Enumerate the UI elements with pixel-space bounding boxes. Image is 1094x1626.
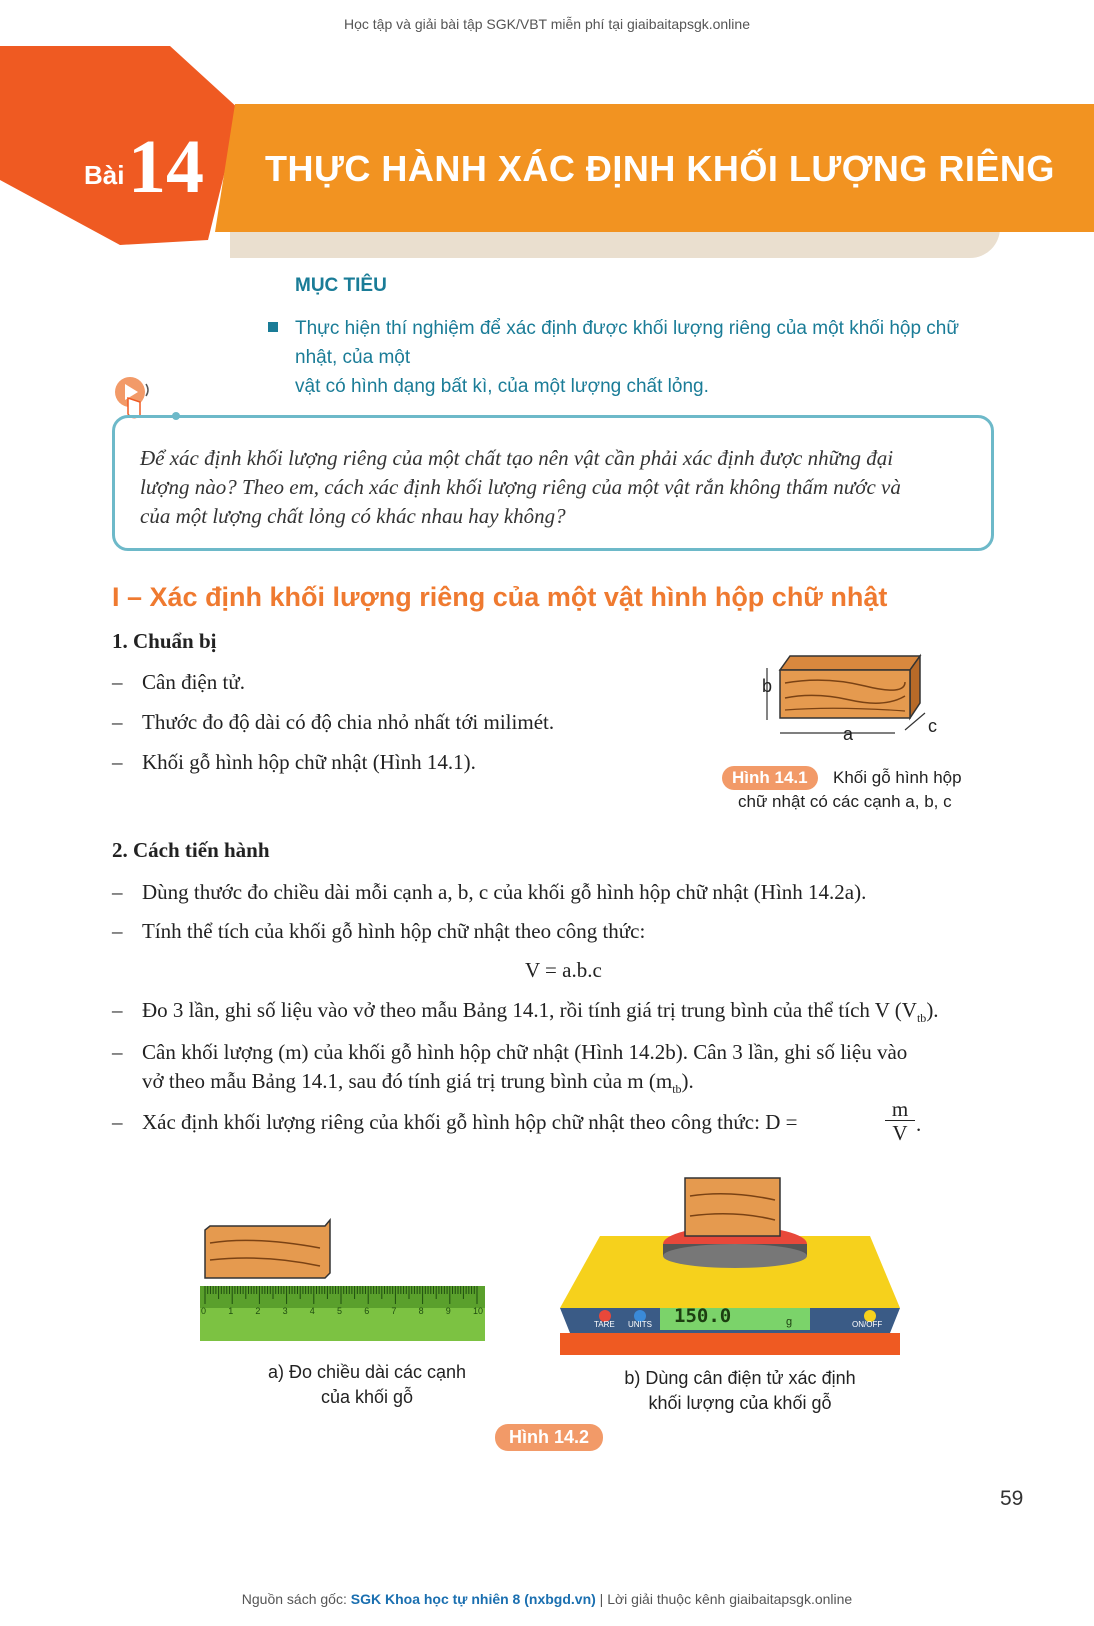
question-line: Để xác định khối lượng riêng của một chất tạo nên vật cần phải xác định được những đại [140, 446, 894, 470]
banner-slant [215, 104, 255, 232]
figure-14-1-badge: Hình 14.1 [722, 766, 818, 790]
ruler-tick-label: 6 [364, 1306, 370, 1316]
ruler-tick-label: 10 [473, 1306, 484, 1316]
ruler-tick-label: 3 [282, 1306, 288, 1316]
question-text [140, 444, 970, 531]
ruler-tick-label: 9 [445, 1306, 451, 1316]
density-fraction: $\frac{m}{V}$ [885, 1098, 915, 1145]
prep-item: – Thước đo độ dài có độ chia nhỏ nhất tới milimét. [112, 710, 555, 734]
prep-item: – Khối gỗ hình hộp chữ nhật (Hình 14.1). [112, 750, 476, 774]
volume-formula: V = a.b.c [525, 958, 602, 982]
figure-14-1-caption: Khối gỗ hình hộp [833, 768, 962, 787]
prep-title: 1. Chuẩn bị [112, 629, 217, 653]
electronic-scale-figure [560, 1168, 910, 1358]
question-line: lượng nào? Theo em, cách xác định khối lượng riêng của một vật rắn không thấm nước và [140, 475, 901, 499]
prep-item: – Cân điện tử. [112, 670, 245, 694]
ruler-tick-label: 7 [391, 1306, 397, 1316]
lesson-number: 14 [128, 125, 204, 209]
top-note: Học tập và giải bài tập SGK/VBT miễn phí tại giaibaitapsgk.online [344, 16, 750, 32]
footer: Nguồn sách gốc: SGK Khoa học tự nhiên 8 (nxbgd.vn) | Lời giải thuộc kênh giaibaitapsgk.online [241, 1591, 853, 1607]
ruler-figure [195, 1218, 495, 1343]
objectives-text [295, 314, 995, 401]
figure-14-2-badge: Hình 14.2 [495, 1424, 603, 1451]
figure-14-1-caption: chữ nhật có các cạnh a, b, c [738, 792, 952, 811]
scale-tare-label: TARE [594, 1320, 615, 1329]
scale-onoff-label: ON/OFF [852, 1320, 883, 1329]
ruler-tick-label: 1 [228, 1306, 234, 1316]
procedure-item: – Dùng thước đo chiều dài mỗi cạnh a, b, c của khối gỗ hình hộp chữ nhật (Hình 14.2a). [112, 880, 867, 904]
bullet-square-icon [268, 322, 278, 332]
ruler-tick-label: 8 [418, 1306, 424, 1316]
scale-units-label: UNITS [628, 1320, 652, 1329]
edge-label-b: b [762, 676, 773, 696]
procedure-item: – Cân khối lượng (m) của khối gỗ hình hộp chữ nhật (Hình 14.2b). Cân 3 lần, ghi số liệu vào vở theo mẫu Bảng 14.1, sau đó tính giá trị trung bình của m $(m_{tb})$. [112, 1040, 908, 1097]
banner-shadow [230, 228, 1000, 258]
footer-source-link[interactable]: SGK Khoa học tự nhiên 8 (nxbgd.vn) [350, 1591, 596, 1607]
lesson-title: THỰC HÀNH XÁC ĐỊNH KHỐI LƯỢNG RIÊNG [265, 148, 1055, 189]
wood-block-figure [755, 648, 955, 748]
scale-display: 150.0 [674, 1305, 732, 1327]
procedure-item: – Tính thể tích của khối gỗ hình hộp chữ nhật theo công thức: [112, 919, 646, 943]
edge-label-a: a [843, 724, 854, 744]
ruler-tick-label: 2 [255, 1306, 261, 1316]
objective-line: Thực hiện thí nghiệm để xác định được khối lượng riêng của một khối hộp chữ nhật, của một [295, 318, 960, 368]
page-number: 59 [1000, 1487, 1024, 1510]
procedure-title: 2. Cách tiến hành [112, 838, 270, 862]
ruler-tick-labels [195, 1306, 495, 1324]
ruler-tick-label: 5 [337, 1306, 343, 1316]
figure-14-2a-caption: a) Đo chiều dài các cạnh của khối gỗ [267, 1362, 467, 1407]
question-line: của một lượng chất lỏng có khác nhau hay không? [140, 504, 566, 528]
procedure-item: – Xác định khối lượng riêng của khối gỗ hình hộp chữ nhật theo công thức: D = [112, 1110, 798, 1134]
figure-14-2b-caption: b) Dùng cân điện tử xác định khối lượng của khối gỗ [624, 1368, 856, 1413]
edge-label-c: c [928, 716, 937, 736]
fraction-period: . [916, 1112, 922, 1136]
lesson-label: Bài [84, 160, 125, 190]
objectives-heading: MỤC TIÊU [295, 275, 387, 296]
procedure-item: – Đo 3 lần, ghi số liệu vào vở theo mẫu Bảng 14.1, rồi tính giá trị trung bình của thể tích V $(V_{tb})$. [112, 998, 939, 1026]
scale-unit: g [786, 1316, 793, 1328]
ruler-tick-label: 4 [309, 1306, 315, 1316]
ruler-tick-label: 0 [201, 1306, 207, 1316]
objective-line: vật có hình dạng bất kì, của một lượng chất lỏng. [295, 376, 709, 397]
section-title: I – Xác định khối lượng riêng của một vật hình hộp chữ nhật [112, 582, 888, 612]
